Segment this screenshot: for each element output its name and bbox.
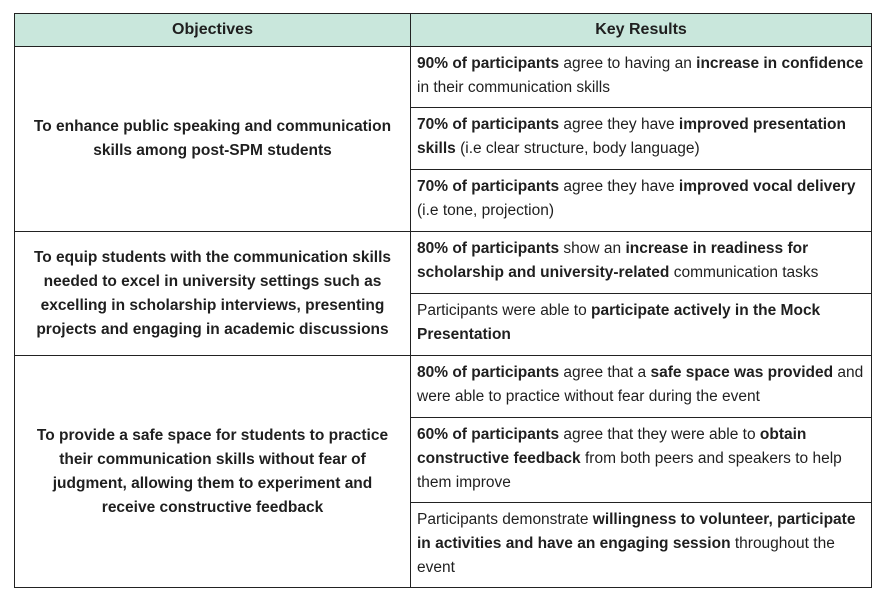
- kr-text: show an: [559, 240, 626, 257]
- kr-text-tail: in their communication skills: [417, 79, 610, 96]
- kr-text: agree they have: [559, 116, 679, 133]
- kr-bold-emphasis: improved vocal delivery: [678, 178, 856, 195]
- key-result-cell: [411, 232, 872, 294]
- kr-text: Participants were able to: [417, 302, 592, 319]
- kr-text-tail: from both peers and speakers to help them improve: [417, 450, 842, 491]
- kr-text: agree that they were able to: [559, 426, 760, 443]
- key-result-cell: [411, 503, 872, 588]
- table-row: [15, 232, 872, 294]
- kr-bold-lead: 80% of participants: [417, 240, 560, 257]
- header-row: [15, 14, 872, 47]
- key-result-cell: [411, 108, 872, 170]
- kr-text: agree to having an: [559, 55, 697, 72]
- kr-text-tail: (i.e tone, projection): [417, 202, 554, 219]
- kr-bold-lead: 90% of participants: [417, 55, 560, 72]
- kr-text: agree that a: [559, 364, 651, 381]
- objective-cell: To equip students with the communication skills needed to excel in university settings such as excelling in scholarship interviews, presenting projects and engaging in academic discussions: [15, 232, 411, 356]
- key-result-cell: [411, 170, 872, 232]
- kr-bold-lead: 70% of participants: [417, 178, 560, 195]
- kr-bold-lead: 70% of participants: [417, 116, 560, 133]
- table-row: [15, 356, 872, 418]
- kr-bold-emphasis: increase in readiness for scholarship and university-related: [417, 240, 809, 281]
- table-row: [15, 47, 872, 108]
- kr-bold-emphasis: obtain constructive feedback: [417, 426, 807, 467]
- kr-bold-lead: 60% of participants: [417, 426, 560, 443]
- kr-bold-emphasis: safe space was provided: [650, 364, 834, 381]
- key-result-cell: [411, 294, 872, 356]
- key-result-cell: [411, 418, 872, 503]
- kr-text-tail: (i.e clear structure, body language): [455, 140, 700, 157]
- kr-bold-emphasis: increase in confidence: [696, 55, 864, 72]
- kr-text: agree they have: [559, 178, 679, 195]
- kr-text: Participants demonstrate: [417, 511, 593, 528]
- kr-bold-emphasis: participate actively in the Mock Presentation: [417, 302, 821, 343]
- objective-cell: To provide a safe space for students to practice their communication skills without fear of judgment, allowing them to experiment and receive constructive feedback: [15, 356, 411, 588]
- objective-cell: To enhance public speaking and communication skills among post-SPM students: [15, 47, 411, 232]
- okr-table: [14, 13, 872, 588]
- key-results-header: Key Results: [411, 14, 872, 47]
- key-result-cell: [411, 356, 872, 418]
- kr-bold-emphasis: willingness to volunteer, participate in activities and have an engaging session: [417, 511, 856, 552]
- kr-bold-lead: 80% of participants: [417, 364, 560, 381]
- kr-bold-emphasis: improved presentation skills: [417, 116, 846, 157]
- key-result-cell: [411, 47, 872, 108]
- kr-text-tail: and were able to practice without fear during the event: [417, 364, 864, 405]
- kr-text-tail: throughout the event: [417, 535, 835, 576]
- objectives-header: Objectives: [15, 14, 411, 47]
- kr-text-tail: communication tasks: [669, 264, 819, 281]
